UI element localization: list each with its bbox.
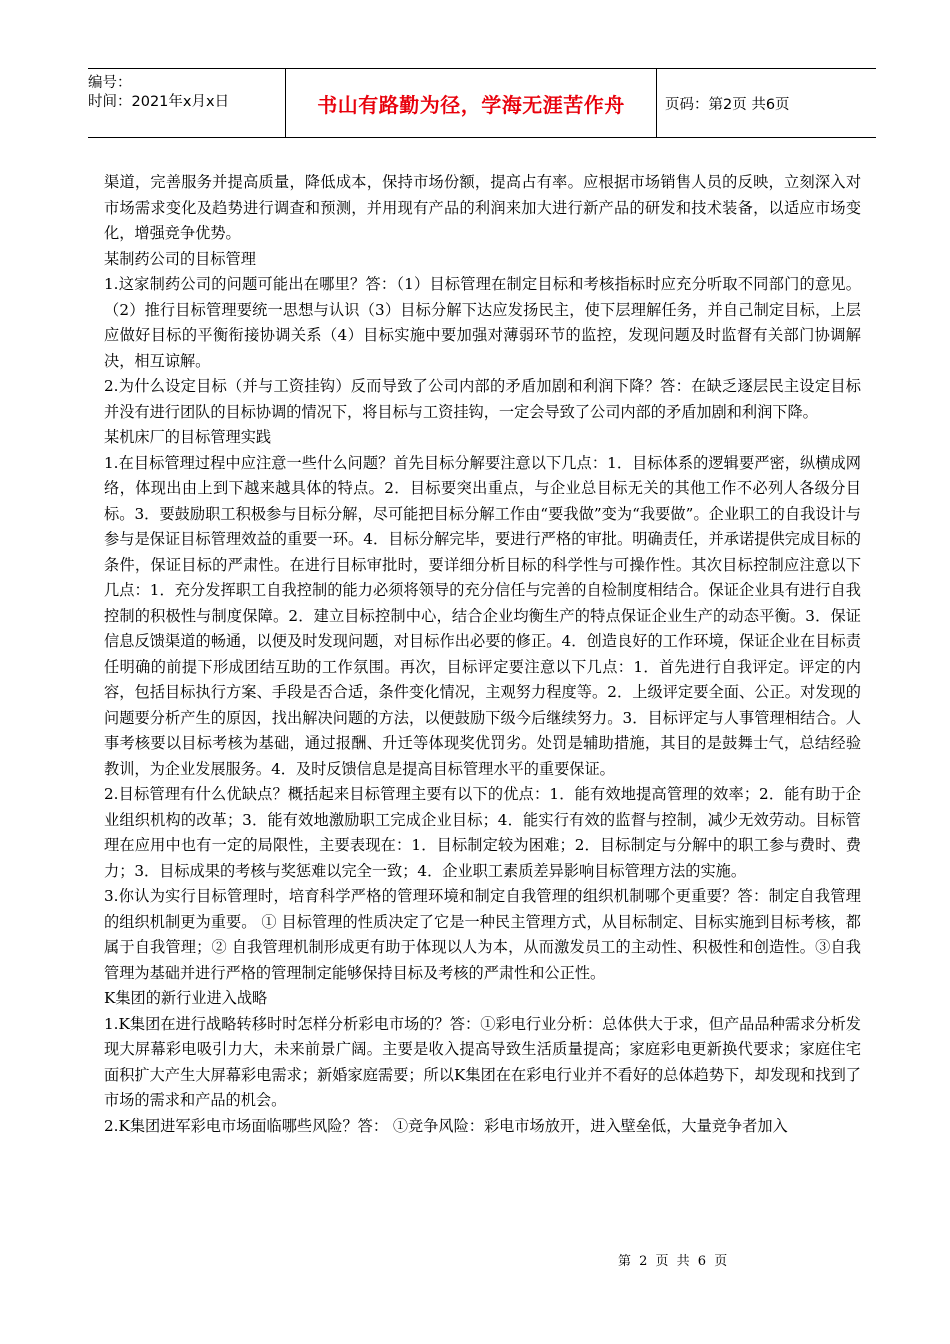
- section-heading: 某制药公司的目标管理: [104, 249, 256, 268]
- header-meta: [88, 69, 285, 137]
- header-page-number: 页码：第2页 共6页: [665, 96, 790, 113]
- section-heading: K集团的新行业进入战略: [104, 989, 268, 1007]
- paragraph: 1.这家制药公司的问题可能出在哪里？答：（1）目标管理在制定目标和考核指标时应充分听取不同部门的意见。（2）推行目标管理要统一思想与认识（3）目标分解下达应发扬民主，使下层理解任务，并自己制定目标，上层应做好目标的平衡衔接协调关系（4）目标实施中要加强对薄弱环节的监控，发现问题及时监督有关部门协调解决，相互谅解。: [104, 275, 861, 370]
- paragraph: 2.为什么设定目标（并与工资挂钩）反而导致了公司内部的矛盾加剧和利润下降？答：在缺乏逐层民主设定目标并没有进行团队的目标协调的情况下，将目标与工资挂钩，一定会导致了公司内部的矛盾加剧和利润下降。: [104, 377, 861, 421]
- paragraph: 1.在目标管理过程中应注意一些什么问题？首先目标分解要注意以下几点：1．目标体系的逻辑要严密，纵横成网络，体现出由上到下越来越具体的特点。2．目标要突出重点，与企业总目标无关的其他工作不必列人各级分目标。3．要鼓励职工积极参与目标分解，尽可能把目标分解工作由“要我做”变为“我要做”。企业职工的自我设计与参与是保证目标管理效益的重要一环。4．目标分解完毕，要进行严格的审批。明确责任，并承诺提供完成目标的条件，保证目标的严肃性。在进行目标审批时，要详细分析目标的科学性与可操作性。其次目标控制应注意以下几点：1．充分发挥职工自我控制的能力必须将领导的充分信任与完善的自检制度相结合。保证企业具有进行自我控制的积极性与制度保障。2．建立目标控制中心，结合企业均衡生产的特点保证企业生产的动态平衡。3．保证信息反馈渠道的畅通，以便及时发现问题，对目标作出必要的修正。4．创造良好的工作环境，保证企业在目标责任明确的前提下形成团结互助的工作氛围。再次，目标评定要注意以下几点：1．首先进行自我评定。评定的内容，包括目标执行方案、手段是否合适，条件变化情况，主观努力程度等。2．上级评定要全面、公正。对发现的问题要分析产生的原因，找出解决问题的方法，以便鼓励下级今后继续努力。3．目标评定与人事管理相结合。人事考核要以目标考核为基础，通过报酬、升迁等体现奖优罚劣。处罚是辅助措施，其目的是鼓舞士气，总结经验教训，为企业发展服务。4．及时反馈信息是提高目标管理水平的重要保证。: [104, 453, 861, 778]
- page-footer: 第 2 页 共 6 页: [618, 1254, 730, 1269]
- header-motto: 书山有路勤为径，学海无涯苦作舟: [285, 69, 657, 137]
- paragraph: 2.目标管理有什么优缺点？概括起来目标管理主要有以下的优点：1．能有效地提高管理的效率；2．能有助于企业组织机构的改革；3．能有效地激励职工完成企业目标；4．能实行有效的监督与控制，减少无效劳动。目标管理在应用中也有一定的局限性，主要表现在：1．目标制定较为困难；2．目标制定与分解中的职工参与费时、费力；3．目标成果的考核与奖惩难以完全一致；4．企业职工素质差异影响目标管理方法的实施。: [104, 785, 861, 880]
- document-body: [104, 170, 861, 1139]
- paragraph: 2.K集团进军彩电市场面临哪些风险？答： ①竞争风险：彩电市场放开，进入壁垒低，大量竞争者加入: [104, 1116, 788, 1135]
- section-heading: 某机床厂的目标管理实践: [104, 428, 272, 446]
- document-number-label: 编号：: [88, 75, 132, 91]
- paragraph: 1.K集团在进行战略转移时时怎样分析彩电市场的？答：①彩电行业分析：总体供大于求，但产品品种需求分析发现大屏幕彩电吸引力大，未来前景广阔。主要是收入提高导致生活质量提高；家庭彩电更新换代要求；家庭住宅面积扩大产生大屏幕彩电需求；新婚家庭需要；所以K集团在在彩电行业并不看好的总体趋势下，却发现和找到了市场的需求和产品的机会。: [104, 1014, 861, 1109]
- paragraph: 渠道，完善服务并提高质量，降低成本，保持市场份额，提高占有率。应根据市场销售人员的反映，立刻深入对市场需求变化及趋势进行调查和预测，并用现有产品的利润来加大进行新产品的研发和技术装备，以适应市场变化，增强竞争优势。: [104, 173, 861, 242]
- page-header: [88, 68, 876, 138]
- document-date-label: 时间：2021年x月x日: [88, 94, 230, 110]
- paragraph: 3.你认为实行目标管理时，培育科学严格的管理环境和制定自我管理的组织机制哪个更重要？答：制定自我管理的组织机制更为重要。 ① 目标管理的性质决定了它是一种民主管理方式，从目标制定、目标实施到目标考核，都属于自我管理；② 自我管理机制形成更有助于体现以人为本，从而激发员工的主动性、积极性和创造性。③自我管理为基础并进行严格的管理制定能够保持目标及考核的严肃性和公正性。: [104, 887, 861, 982]
